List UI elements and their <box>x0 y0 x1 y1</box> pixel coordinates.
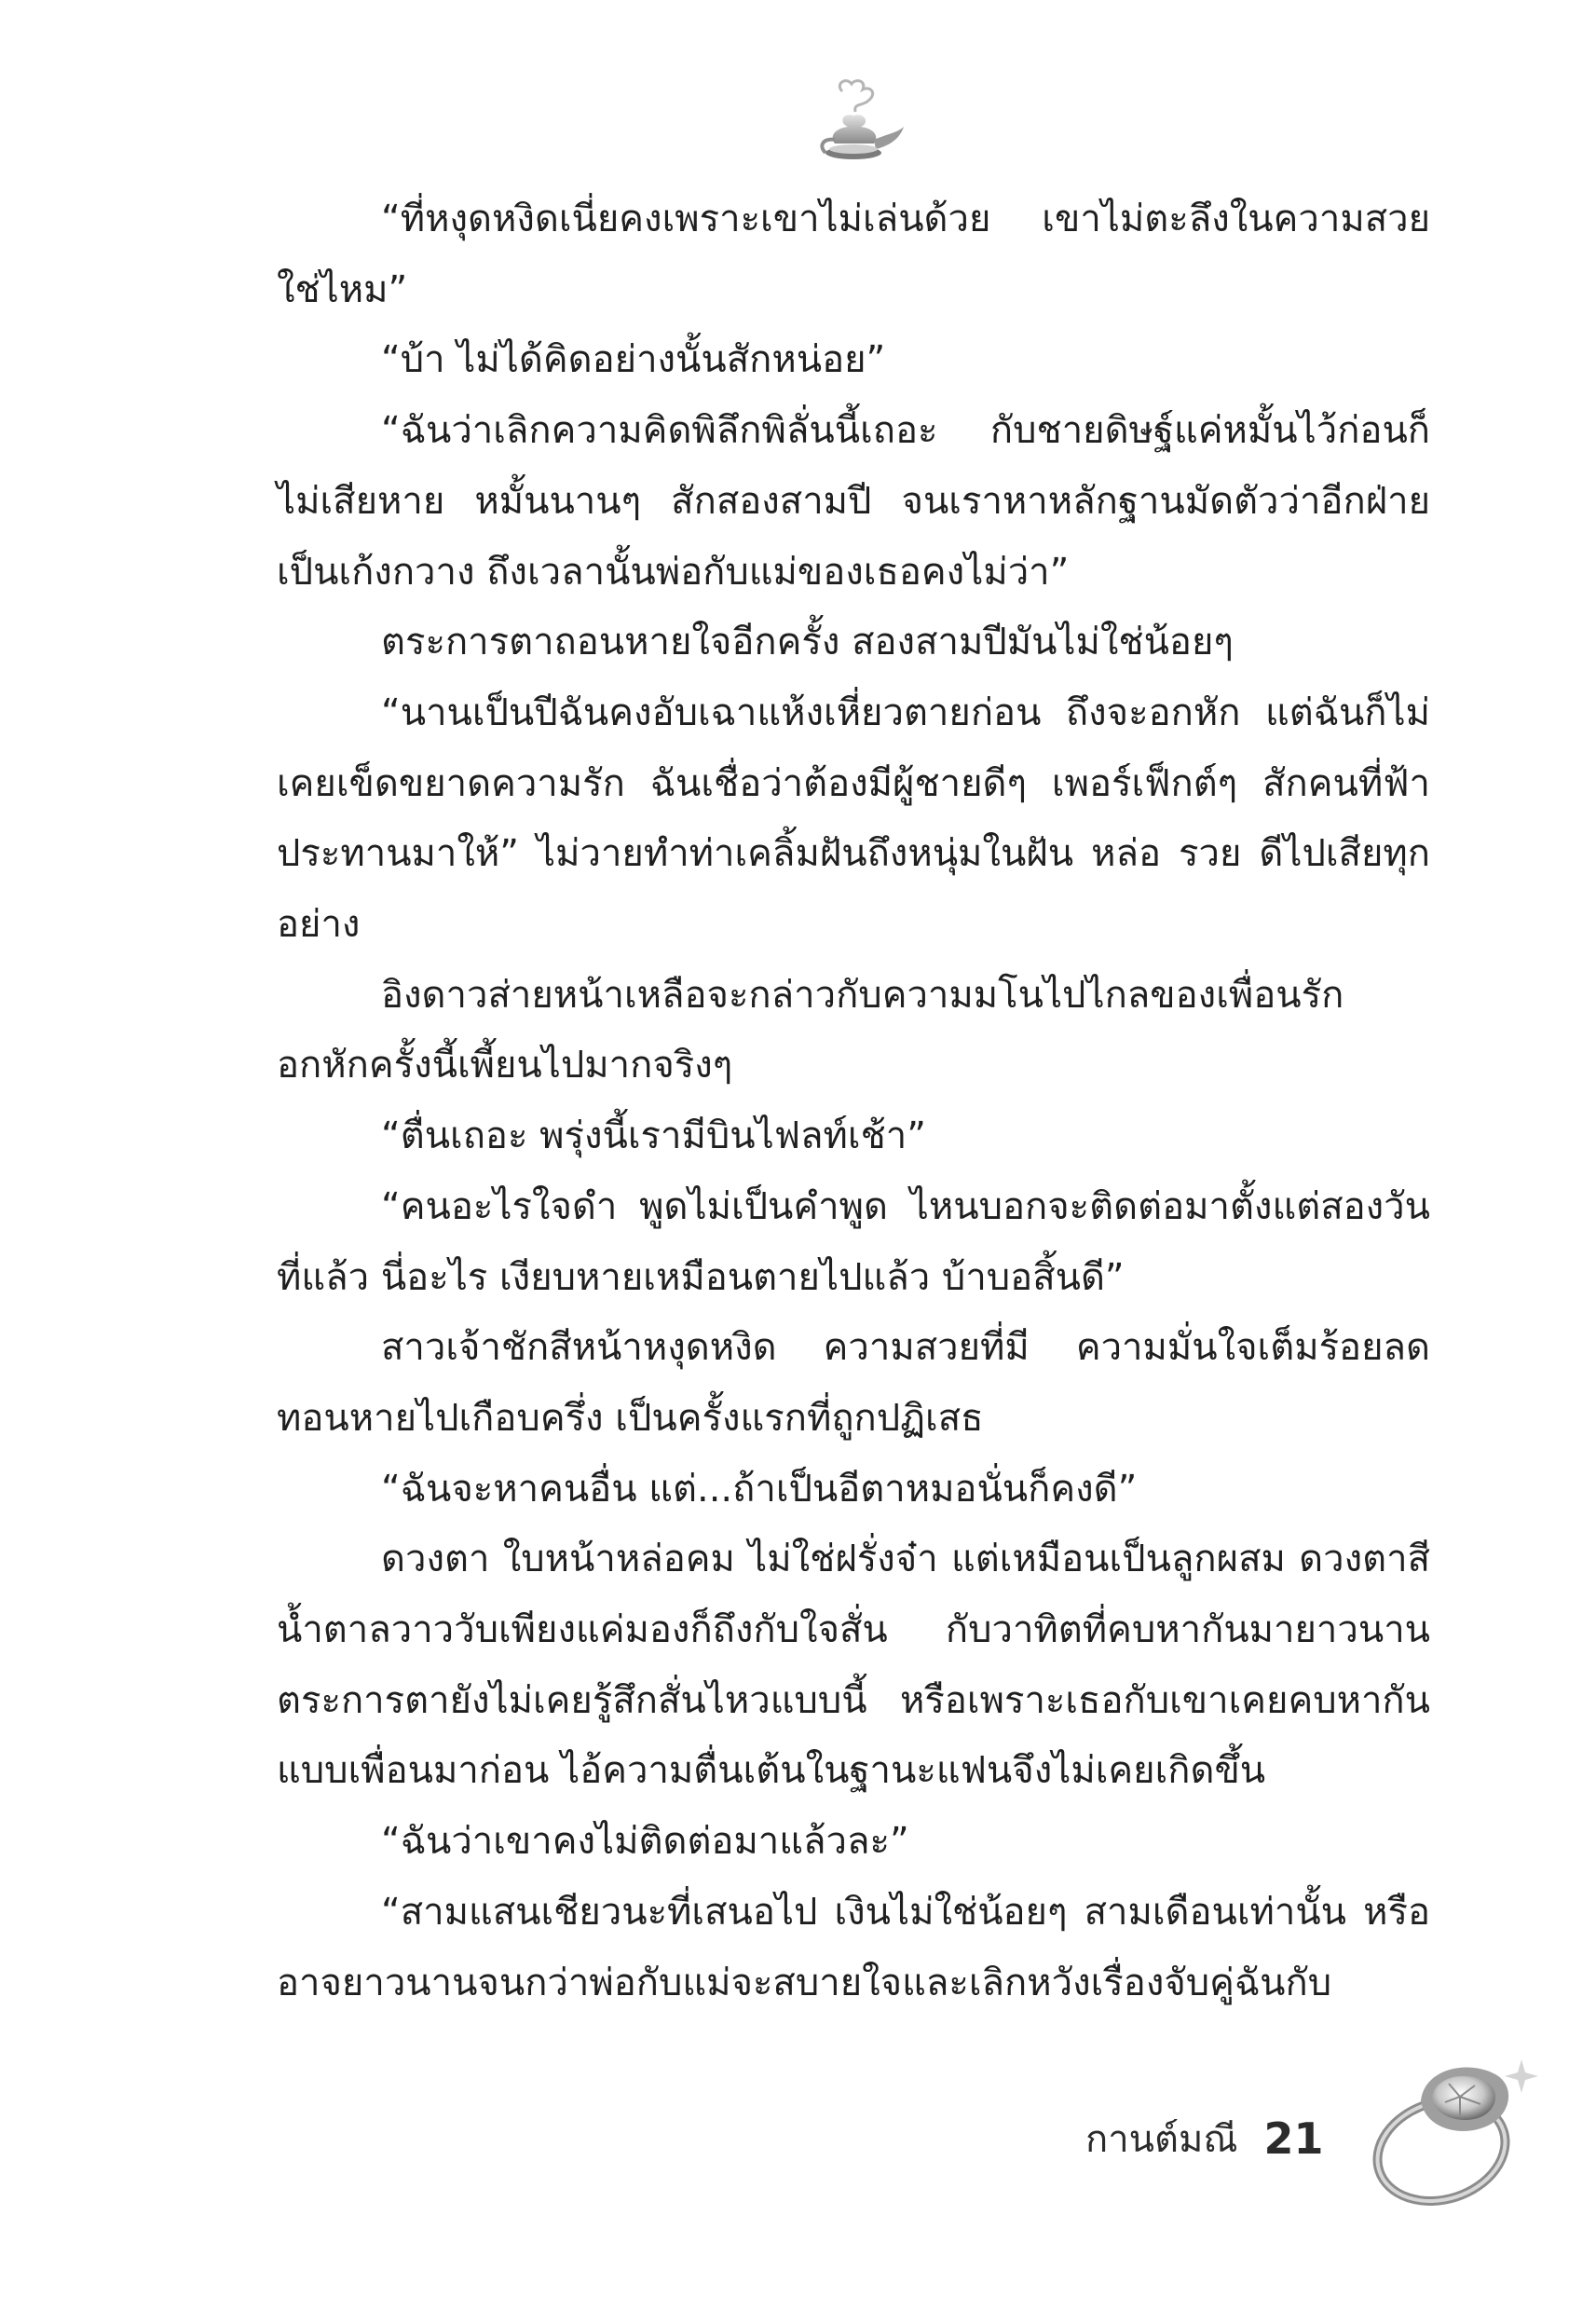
paragraph: “สามแสนเชียวนะที่เสนอไป เงินไม่ใช่น้อยๆ สามเดือนเท่านั้น หรืออาจยาวนานจนกว่าพ่อกับแม่จะสบายใจและเลิกหวังเรื่องจับคู่ฉันกับ <box>277 1890 1430 2004</box>
paragraph: “ตื่นเถอะ พรุ่งนี้เรามีบินไฟลท์เช้า” <box>381 1114 926 1158</box>
body-text <box>277 185 1430 2018</box>
paragraph: “คนอะไรใจดำ พูดไม่เป็นคำพูด ไหนบอกจะติดต่อมาตั้งแต่สองวันที่แล้ว นี่อะไร เงียบหายเหมือนตายไปแล้ว บ้าบอสิ้นดี” <box>277 1184 1430 1299</box>
paragraph: “ที่หงุดหงิดเนี่ยคงเพราะเขาไม่เล่นด้วย เขาไม่ตะลึงในความสวยใช่ไหม” <box>277 198 1430 311</box>
page-footer <box>1085 2101 1324 2176</box>
paragraph: “บ้า ไม่ได้คิดอย่างนั้นสักหน่อย” <box>381 338 886 382</box>
paragraph: อิงดาวส่ายหน้าเหลือจะกล่าวกับความมโนไปไกลของเพื่อนรัก อกหักครั้งนี้เพี้ยนไปมากจริงๆ <box>277 973 1344 1087</box>
diamond-ring-icon <box>1356 2041 1547 2218</box>
paragraph: ดวงตา ใบหน้าหล่อคม ไม่ใช่ฝรั่งจ๋า แต่เหมือนเป็นลูกผสม ดวงตาสีน้ำตาลวาววับเพียงแค่มองก็ถึงกับใจสั่น กับวาทิตที่คบหากันมายาวนาน ตระการตายังไม่เคยรู้สึกสั่นไหวแบบนี้ หรือเพราะเธอกับเขาเคยคบหากันแบบเพื่อนมาก่อน ไอ้ความตื่นเต้นในฐานะแฟนจึงไม่เคยเกิดขึ้น <box>277 1538 1430 1793</box>
paragraph: “ฉันจะหาคนอื่น แต่...ถ้าเป็นอีตาหมอนั่นก็คงดี” <box>381 1467 1138 1511</box>
paragraph: “ฉันว่าเลิกความคิดพิลึกพิลั่นนี้เถอะ กับชายดิษฐ์แค่หมั้นไว้ก่อนก็ไม่เสียหาย หมั้นนานๆ สักสองสามปี จนเราหาหลักฐานมัดตัวว่าอีกฝ่ายเป็นเก้งกวาง ถึงเวลานั้นพ่อกับแม่ของเธอคงไม่ว่า” <box>277 409 1430 594</box>
paragraph: สาวเจ้าชักสีหน้าหงุดหงิด ความสวยที่มี ความมั่นใจเต็มร้อยลดทอนหายไปเกือบครึ่ง เป็นครั้งแรกที่ถูกปฏิเสธ <box>277 1326 1430 1440</box>
paragraph: “นานเป็นปีฉันคงอับเฉาแห้งเหี่ยวตายก่อน ถึงจะอกหัก แต่ฉันก็ไม่เคยเข็ดขยาดความรัก ฉันเชื่อว่าต้องมีผู้ชายดีๆ เพอร์เฟ็กต์ๆ สักคนที่ฟ้าประทานมาให้” ไม่วายทำท่าเคลิ้มฝันถึงหนุ่มในฝัน หล่อ รวย ดีไปเสียทุกอย่าง <box>277 691 1430 947</box>
paragraph: “ฉันว่าเขาคงไม่ติดต่อมาแล้วละ” <box>381 1820 909 1864</box>
paragraph: ตระการตาถอนหายใจอีกครั้ง สองสามปีมันไม่ใช่น้อยๆ <box>381 621 1234 664</box>
page-number: 21 <box>1263 2113 1324 2164</box>
book-title: กานต์มณี <box>1085 2118 1238 2161</box>
genie-lamp-icon <box>798 75 909 186</box>
